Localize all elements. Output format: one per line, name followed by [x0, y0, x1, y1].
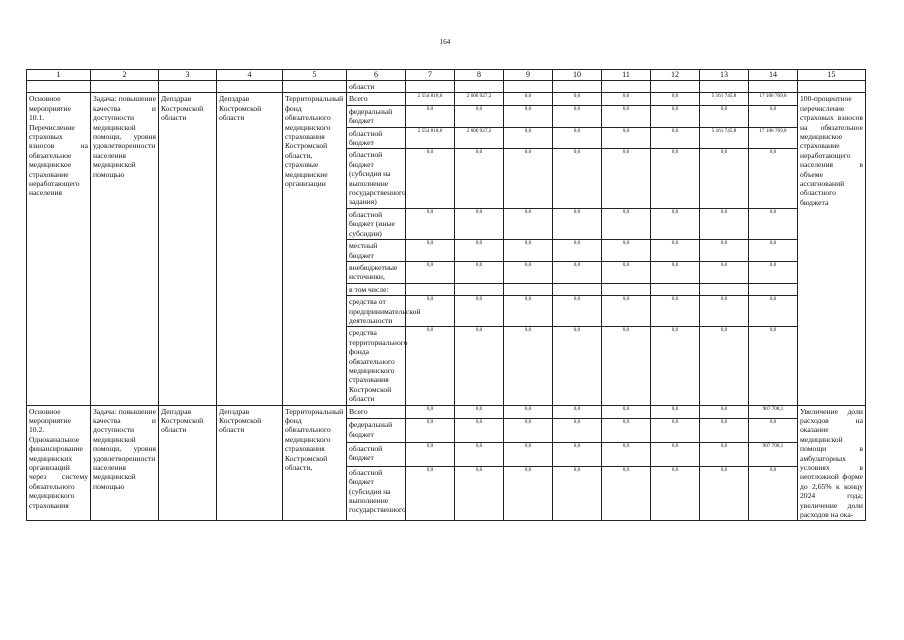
value-cell: [749, 283, 798, 295]
value-cell: 0,0: [651, 208, 700, 239]
value-cell: 2 606 927,2: [455, 127, 504, 149]
value-cell: 17 106 769,8: [749, 93, 798, 105]
value-cell: 5 161 745,8: [700, 93, 749, 105]
value-cell: 0,0: [455, 405, 504, 419]
value-cell: 0,0: [700, 405, 749, 419]
source-cell: областной бюджет (иные субсидии): [347, 208, 406, 239]
value-cell: 0,0: [602, 261, 651, 283]
value-cell: 0,0: [406, 261, 455, 283]
value-cell: 0,0: [406, 208, 455, 239]
value-cell: 0,0: [406, 240, 455, 262]
value-cell: 0,0: [602, 208, 651, 239]
value-cell: 0,0: [504, 466, 553, 521]
value-cell: 0,0: [651, 93, 700, 105]
value-cell: 0,0: [406, 466, 455, 521]
value-cell: 0,0: [504, 327, 553, 405]
result-cell: 100-процентное перечисление страховых взносов на обязательное медицинское страхование неработающего населения в объеме ассигнований областного бюджета: [798, 93, 866, 405]
value-cell: 0,0: [749, 105, 798, 127]
value-cell: 0,0: [553, 149, 602, 208]
source-cell: областной бюджет: [347, 442, 406, 466]
value-cell: 0,0: [406, 442, 455, 466]
source-cell: местный бюджет: [347, 240, 406, 262]
value-cell: [504, 283, 553, 295]
budget-table: [26, 69, 866, 521]
value-cell: 0,0: [651, 405, 700, 419]
value-cell: 0,0: [602, 327, 651, 405]
value-cell: 0,0: [700, 327, 749, 405]
source-cell: средства от предпринимательской деятельности: [347, 296, 406, 327]
value-cell: 0,0: [504, 93, 553, 105]
source-cell: Всего: [347, 405, 406, 419]
value-cell: 5 161 745,8: [700, 127, 749, 149]
value-cell: 0,0: [602, 296, 651, 327]
col-header: 12: [651, 70, 700, 81]
value-cell: 0,0: [749, 419, 798, 443]
source-cell: областной бюджет (субсидия на выполнение государственного: [347, 466, 406, 521]
value-cell: 0,0: [651, 466, 700, 521]
value-cell: 0,0: [700, 442, 749, 466]
value-cell: 0,0: [406, 296, 455, 327]
col-header: 14: [749, 70, 798, 81]
value-cell: 0,0: [700, 419, 749, 443]
value-cell: 0,0: [455, 149, 504, 208]
value-cell: 0,0: [553, 466, 602, 521]
page-number: 164: [439, 38, 451, 46]
carry-over-cell: области: [347, 81, 406, 93]
value-cell: 0,0: [749, 208, 798, 239]
value-cell: 0,0: [455, 466, 504, 521]
table-row: [27, 405, 866, 419]
source-cell: областной бюджет (субсидия на выполнение государственного задания): [347, 149, 406, 208]
value-cell: 2 606 927,2: [455, 93, 504, 105]
value-cell: 0,0: [602, 127, 651, 149]
value-cell: 0,0: [651, 296, 700, 327]
value-cell: 0,0: [455, 327, 504, 405]
result-cell: Увеличение доли расходов на оказание медицинской помощи в амбулаторных условиях в неотложной форме до 2,65% к концу 2024 года; увеличение доли расходов на ока-: [798, 405, 866, 521]
value-cell: 0,0: [406, 405, 455, 419]
value-cell: 0,0: [406, 419, 455, 443]
table-row: [27, 93, 866, 105]
value-cell: [553, 283, 602, 295]
value-cell: 0,0: [651, 240, 700, 262]
value-cell: 0,0: [602, 149, 651, 208]
value-cell: 2 554 818,6: [406, 93, 455, 105]
value-cell: 0,0: [700, 261, 749, 283]
value-cell: [406, 283, 455, 295]
value-cell: 0,0: [553, 296, 602, 327]
source-cell: федеральный бюджет: [347, 105, 406, 127]
coexecutor-cell: Депздрав Костромской области: [217, 405, 283, 521]
value-cell: 0,0: [651, 127, 700, 149]
value-cell: 0,0: [455, 419, 504, 443]
value-cell: 0,0: [406, 149, 455, 208]
value-cell: 0,0: [504, 405, 553, 419]
value-cell: 0,0: [602, 442, 651, 466]
value-cell: 0,0: [749, 149, 798, 208]
value-cell: 0,0: [504, 127, 553, 149]
value-cell: [455, 283, 504, 295]
value-cell: 0,0: [749, 240, 798, 262]
value-cell: 0,0: [602, 419, 651, 443]
value-cell: 0,0: [504, 105, 553, 127]
value-cell: 0,0: [455, 442, 504, 466]
value-cell: 0,0: [602, 93, 651, 105]
value-cell: 0,0: [455, 105, 504, 127]
value-cell: 0,0: [602, 405, 651, 419]
activity-cell: Основное мероприятие 10.1. Перечисление страховых взносов на обязательное медицинское страхование неработающего населения: [27, 93, 91, 405]
col-header: 11: [602, 70, 651, 81]
value-cell: 0,0: [504, 261, 553, 283]
value-cell: 0,0: [504, 240, 553, 262]
value-cell: 0,0: [553, 327, 602, 405]
value-cell: 0,0: [553, 405, 602, 419]
carry-over-row: [27, 81, 866, 93]
value-cell: 0,0: [651, 419, 700, 443]
col-header: 9: [504, 70, 553, 81]
responsible-cell: Депздрав Костромской области: [159, 405, 217, 521]
value-cell: 0,0: [602, 105, 651, 127]
col-header: 5: [283, 70, 347, 81]
value-cell: 0,0: [700, 466, 749, 521]
value-cell: 0,0: [504, 442, 553, 466]
value-cell: 0,0: [504, 208, 553, 239]
value-cell: 0,0: [504, 419, 553, 443]
source-cell: внебюджетные источники,: [347, 261, 406, 283]
value-cell: 0,0: [553, 419, 602, 443]
value-cell: 2 554 818,6: [406, 127, 455, 149]
col-header: 10: [553, 70, 602, 81]
source-cell: Всего: [347, 93, 406, 105]
value-cell: 0,0: [406, 105, 455, 127]
value-cell: 0,0: [700, 208, 749, 239]
value-cell: 0,0: [700, 296, 749, 327]
value-cell: 0,0: [651, 327, 700, 405]
col-header: 15: [798, 70, 866, 81]
value-cell: 0,0: [749, 327, 798, 405]
responsible-cell: Депздрав Костромской области: [159, 93, 217, 405]
value-cell: 0,0: [553, 93, 602, 105]
value-cell: [700, 283, 749, 295]
value-cell: 0,0: [651, 261, 700, 283]
value-cell: 0,0: [651, 442, 700, 466]
value-cell: 907 708,1: [749, 442, 798, 466]
col-header: 13: [700, 70, 749, 81]
value-cell: 0,0: [700, 149, 749, 208]
value-cell: 17 106 769,8: [749, 127, 798, 149]
value-cell: [602, 283, 651, 295]
participant-cell: Территориальный фонд обязательного медицинского страхования Костромской области, страховые медицинские организации: [283, 93, 347, 405]
value-cell: 0,0: [406, 327, 455, 405]
value-cell: 0,0: [553, 127, 602, 149]
col-header: 7: [406, 70, 455, 81]
value-cell: 0,0: [553, 105, 602, 127]
value-cell: 0,0: [700, 240, 749, 262]
value-cell: 0,0: [553, 208, 602, 239]
value-cell: 0,0: [553, 240, 602, 262]
col-header: 2: [91, 70, 159, 81]
value-cell: 907 708,1: [749, 405, 798, 419]
source-cell: федеральный бюджет: [347, 419, 406, 443]
col-header: 1: [27, 70, 91, 81]
column-number-row: [27, 70, 866, 81]
col-header: 6: [347, 70, 406, 81]
value-cell: 0,0: [504, 149, 553, 208]
value-cell: 0,0: [749, 466, 798, 521]
value-cell: 0,0: [602, 240, 651, 262]
value-cell: 0,0: [749, 296, 798, 327]
col-header: 4: [217, 70, 283, 81]
value-cell: 0,0: [602, 466, 651, 521]
value-cell: 0,0: [553, 261, 602, 283]
value-cell: 0,0: [504, 296, 553, 327]
task-cell: Задача: повышение качества и доступности медицинской помощи, уровня удовлетворенности населения медицинской помощью: [91, 93, 159, 405]
source-cell: областной бюджет: [347, 127, 406, 149]
value-cell: 0,0: [553, 442, 602, 466]
value-cell: 0,0: [455, 208, 504, 239]
col-header: 3: [159, 70, 217, 81]
value-cell: 0,0: [455, 296, 504, 327]
source-cell: в том числе:: [347, 283, 406, 295]
value-cell: [651, 283, 700, 295]
value-cell: 0,0: [455, 240, 504, 262]
value-cell: 0,0: [455, 261, 504, 283]
source-cell: средства территориального фонда обязательного медицинского страхования Костромской области: [347, 327, 406, 405]
task-cell: Задача: повышение качества и доступности медицинской помощи, уровня удовлетворенности населения медицинской помощью: [91, 405, 159, 521]
value-cell: 0,0: [651, 105, 700, 127]
value-cell: 0,0: [700, 105, 749, 127]
value-cell: 0,0: [749, 261, 798, 283]
coexecutor-cell: Депздрав Костромской области: [217, 93, 283, 405]
participant-cell: Территориальный фонд обязательного медицинского страхования Костромской области,: [283, 405, 347, 521]
value-cell: 0,0: [651, 149, 700, 208]
activity-cell: Основное мероприятие 10.2. Одноканальное финансирование медицинских организаций через систему обязательного медицинского страхования: [27, 405, 91, 521]
col-header: 8: [455, 70, 504, 81]
